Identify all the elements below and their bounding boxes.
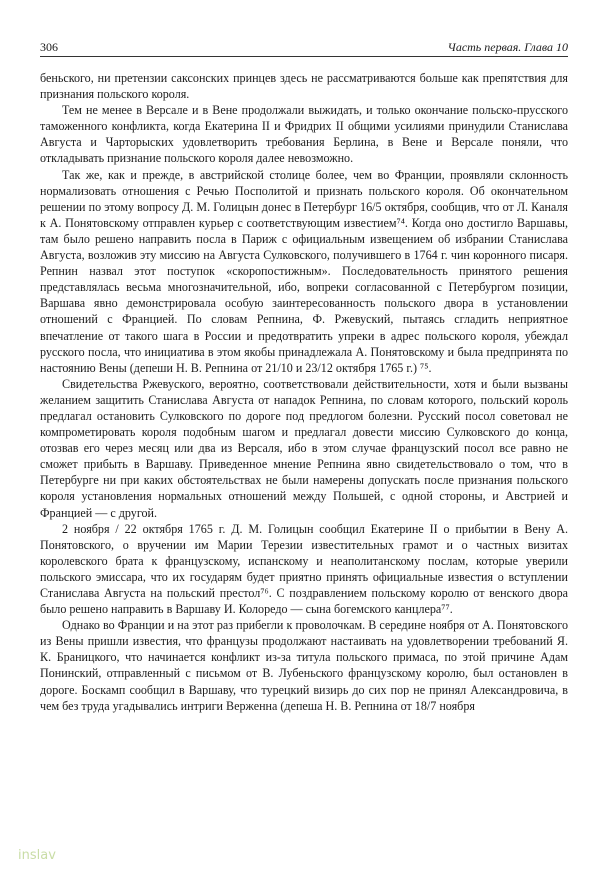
watermark: inslav (18, 848, 56, 863)
page-header (40, 38, 568, 57)
paragraph: Однако во Франции и на этот раз прибегли к проволочкам. В середине ноября от А. Понятовского из Вены пришли известия, что французы продолжают настаивать на удовлетворении требований Я. К. Браницкого, что начинается конфликт из-за титула польского примаса, по этой причине Адам Понинский, отправленный с письмом от В. Лубеньского французскому королю, был остановлен в дороге. Боскамп сообщил в Варшаву, что турецкий визирь до сих пор не принял Александровича, в чем без труда угадывались интриги Верженна (депеша Н. В. Репнина от 18/7 ноября (40, 618, 568, 713)
paragraph: 2 ноября / 22 октября 1765 г. Д. М. Голицын сообщил Екатерине II о прибытии в Вену А. Понятовского, о вручении им Марии Терезии известительных грамот и о частных визитах королевского брата к французскому, испанскому и неаполитанскому послам, которые уверили польского эмиссара, что их государям будет приятно принять официальные известия о вступлении Станислава Августа на польский престол⁷⁶. С поздравлением польскому королю от венского двора было решено направить в Варшаву И. Колоредо — сына богемского канцлера⁷⁷. (40, 521, 568, 617)
page-number: 306 (40, 40, 58, 54)
paragraph: Тем не менее в Версале и в Вене продолжали выжидать, и только окончание польско-прусского таможенного конфликта, когда Екатерина II и Фридрих II общими усилиями принудили Станислава Августа и Чарторыских удовлетворить требования Берлина, в Вене и Версале поняли, что откладывать признание польского короля далее невозможно. (40, 103, 568, 166)
paragraph: Так же, как и прежде, в австрийской столице более, чем во Франции, проявляли склонность нормализовать отношения с Речью Посполитой и признать польского короля. Об окончательном решении по этому вопросу Д. М. Голицын донес в Петербург 16/5 октября, сообщив, что от Л. Каналя к А. Понятовскому отправлен курьер с соответствующим известием⁷⁴. Когда оно достигло Варшавы, там было решено направить посла в Париж с официальным извещением об избрании Станислава Августа, возложив эту миссию на Августа Сулковского, получившего в 1764 г. чин коронного писаря. Репнин назвал этот поступок «скоропостижным». Последовательность принятого решения представлялась весьма многозначительной, ибо, вопреки согласованной с Петербургом позиции, Варшава явно демонстрировала особую заинтересованность польского двора в установлении отношений с Францией. По словам Репнина, Ф. Ржевуский, пытаясь сгладить неприятное впечатление от такого шага в России и предотвратить упреки в адрес польского короля, убеждал русского посла, что инициатива в этом якобы принадлежала А. Понятовскому и была предпринята по настоянию Вены (депеши Н. В. Репнина от 21/10 и 23/12 октября 1765 г.) ⁷⁵. (40, 167, 568, 375)
page-body (40, 70, 568, 714)
running-head: Часть первая. Глава 10 (447, 40, 568, 54)
paragraph: Свидетельства Ржевуского, вероятно, соответствовали действительности, хотя и были вызваны желанием защитить Станислава Августа от нападок Репнина, по словам которого, польский король предлагал остановить Сулковского по дороге под предлогом болезни. Русский посол советовал не компрометировать короля подобным шагом и предлагал довести миссию Сулковского до конца, отозвав его через месяц или два из Версаля, ибо в этом случае французский посол все равно не сможет прибыть в Варшаву. Приведенное мнение Репнина явно свидетельствовало о том, что в Петербурге ни при каких обстоятельствах не были намерены допускать после признания польского короля установления нормальных отношений между Польшей, с одной стороны, и Австрией и Францией — с другой. (40, 376, 568, 520)
paragraph-continuation: беньского, ни претензии саксонских принцев здесь не рассматриваются больше как препятствия для признания польского короля. (40, 71, 568, 102)
